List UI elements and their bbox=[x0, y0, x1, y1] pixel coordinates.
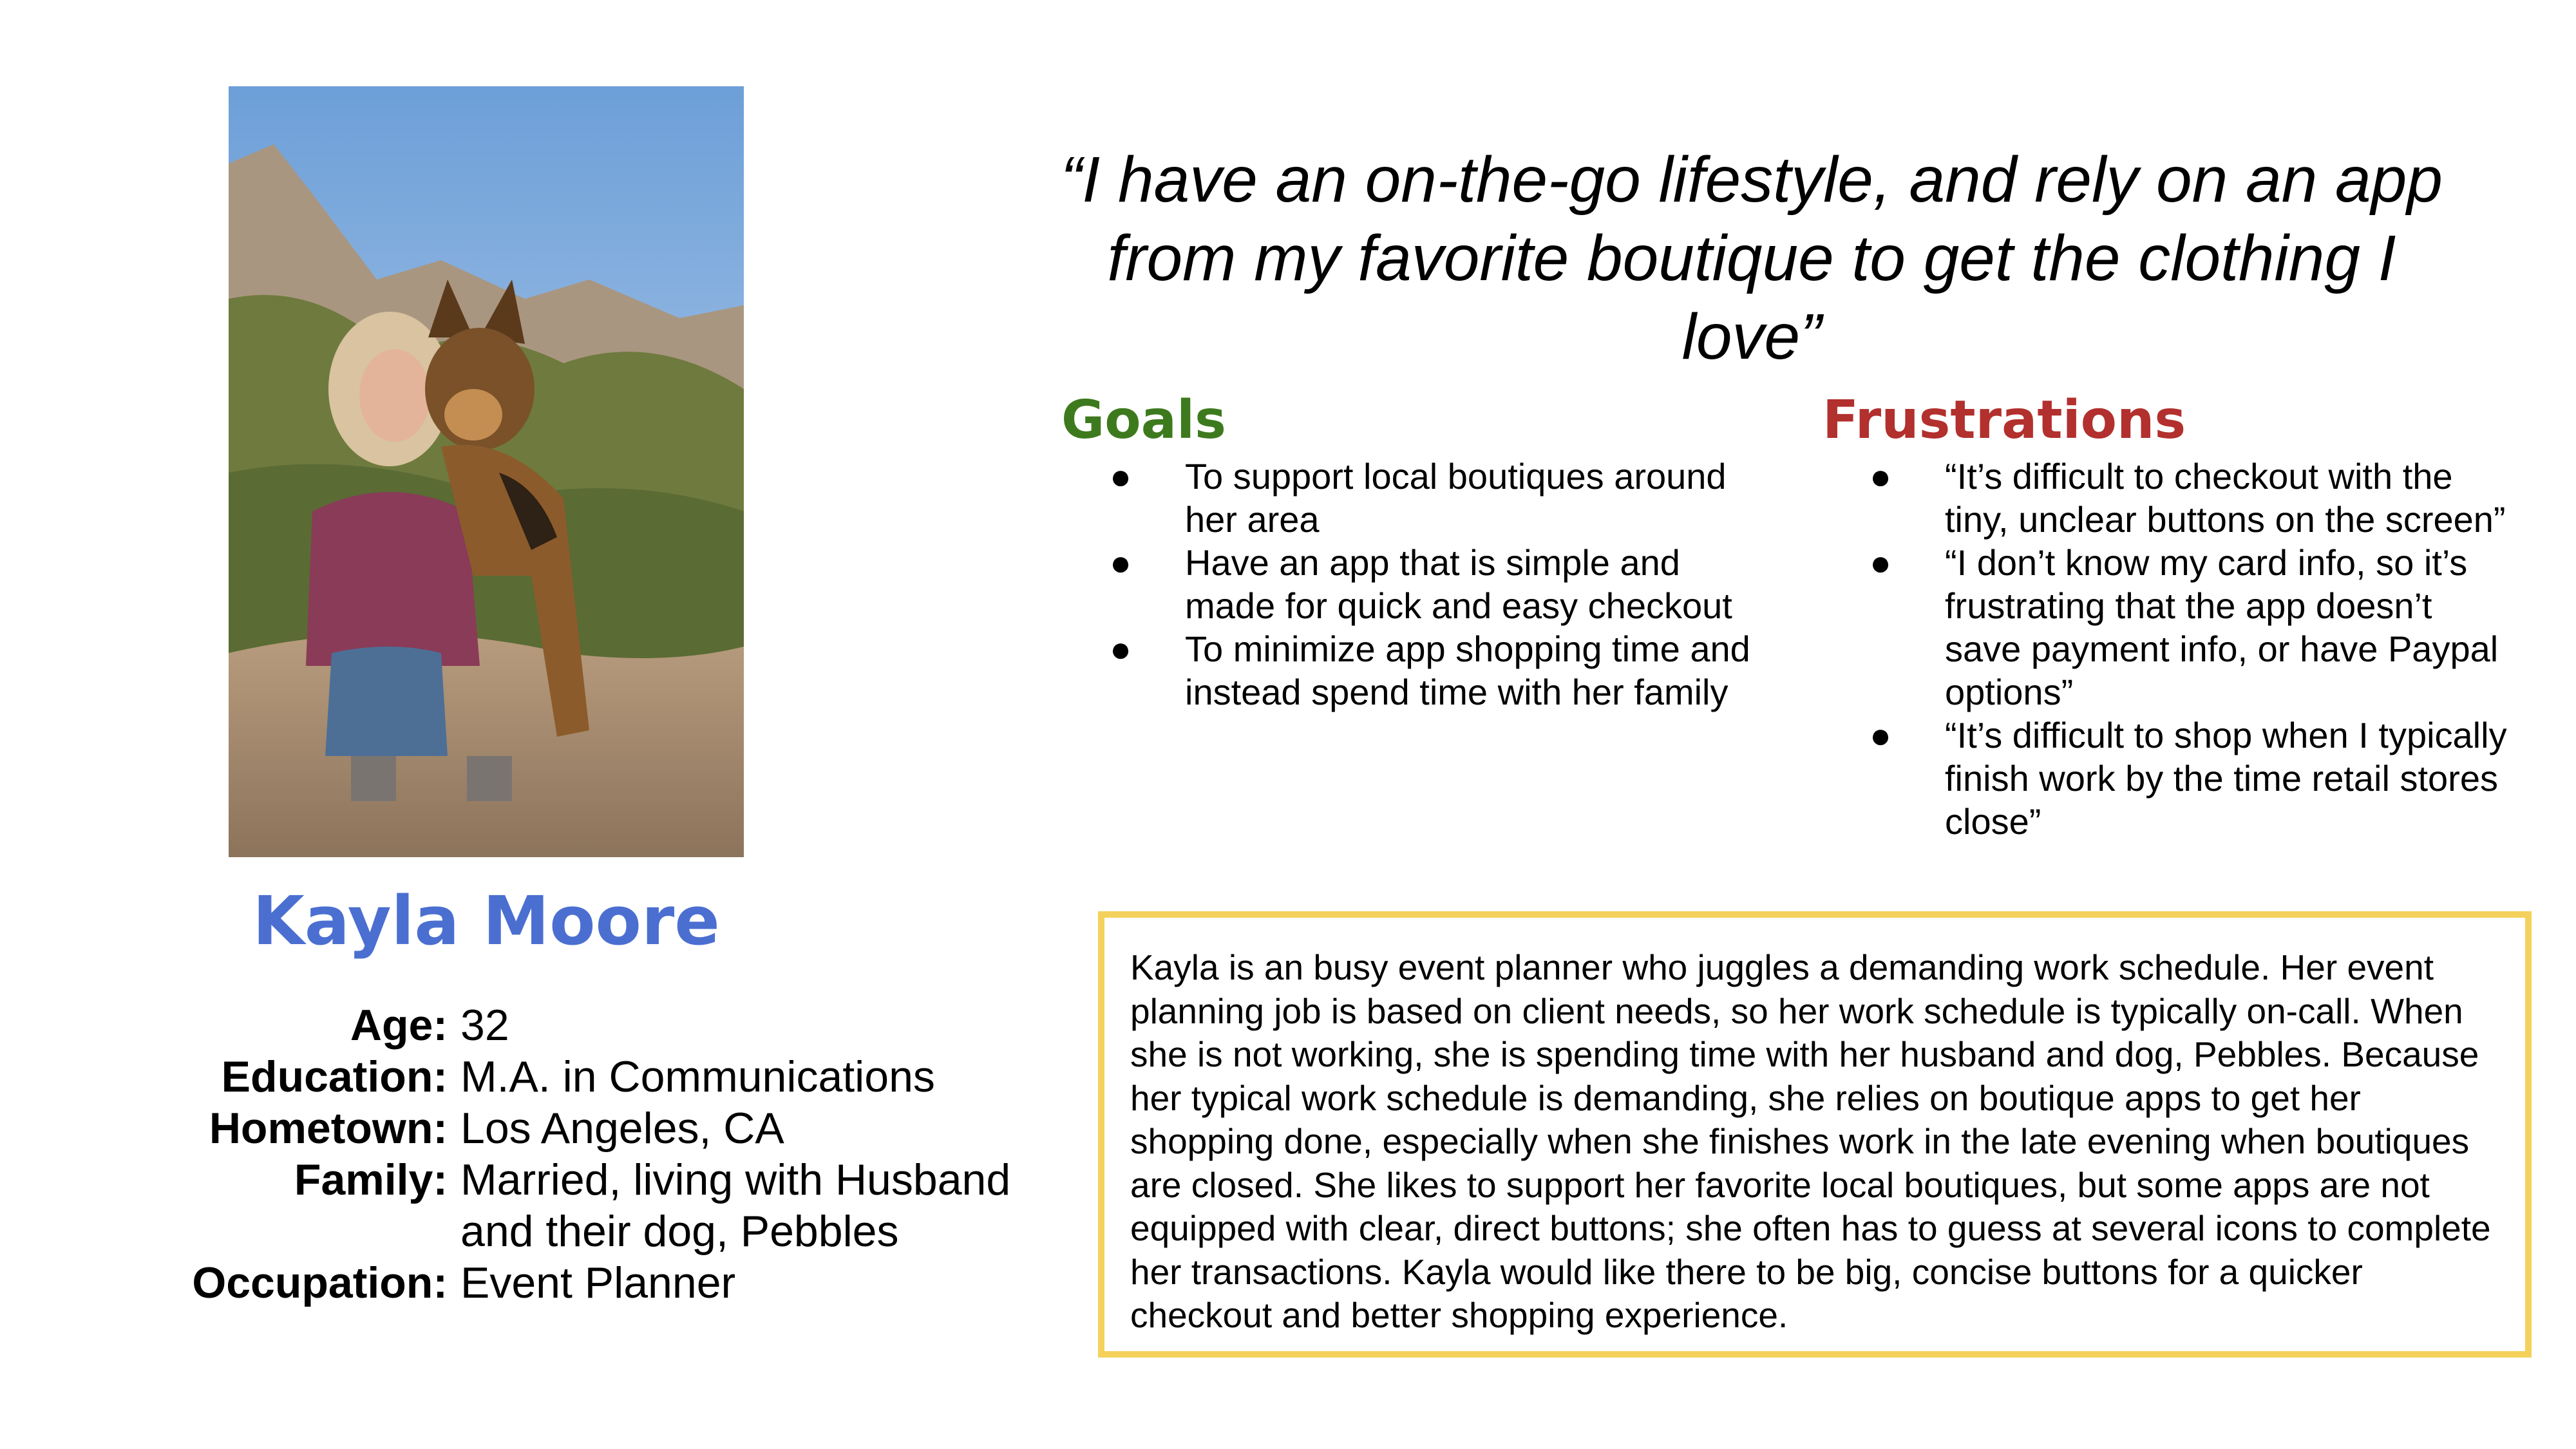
list-item bbox=[1101, 541, 1752, 627]
frustrations-heading: Frustrations bbox=[1823, 390, 2186, 451]
bullet-icon: ● bbox=[1110, 456, 1132, 497]
fact-value: Los Angeles, CA bbox=[460, 1104, 784, 1153]
persona-quote: “I have an on-the-go lifestyle, and rely on an app from my favorite boutique to get the clothing I love” bbox=[1061, 144, 2443, 373]
fact-row-education bbox=[161, 1051, 1063, 1103]
fact-row-age bbox=[161, 999, 1063, 1051]
bio-text: Kayla is an busy event planner who juggles a demanding work schedule. Her event planning job is based on client needs, so her work schedule is typically on-call. When she is not working, she is spending time with her husband and dog, Pebbles. Because her typical work schedule is demanding, she relies on boutique apps to get her shopping done, especially when she finishes work in the late evening when boutiques are closed. She likes to support her favorite local boutiques, but some apps are not equipped with clear, direct buttons; she often has to guess at several icons to complete her transactions. Kayla would like there to be big, concise buttons for a quicker checkout and better shopping experience. bbox=[1130, 947, 2491, 1335]
persona-name: Kayla Moore bbox=[252, 882, 720, 960]
goal-text: To support local boutiques around her area bbox=[1185, 456, 1727, 540]
fact-row-family bbox=[161, 1154, 1063, 1257]
fact-label: Hometown: bbox=[209, 1104, 448, 1153]
list-item bbox=[1101, 627, 1752, 714]
goals-list bbox=[1101, 455, 1752, 714]
fact-label: Family: bbox=[294, 1155, 448, 1204]
list-item bbox=[1861, 541, 2512, 714]
persona-bio bbox=[1098, 911, 2532, 1358]
fact-value: Married, living with Husband and their dog, Pebbles bbox=[460, 1155, 1011, 1256]
fact-value: M.A. in Communications bbox=[460, 1052, 935, 1101]
fact-row-occupation bbox=[161, 1257, 1063, 1309]
fact-row-hometown bbox=[161, 1103, 1063, 1154]
persona-photo-image bbox=[229, 86, 744, 857]
frustration-text: “It’s difficult to shop when I typically finish work by the time retail stores close” bbox=[1945, 715, 2507, 842]
fact-value: 32 bbox=[460, 1001, 509, 1050]
frustration-text: “It’s difficult to checkout with the tiny, unclear buttons on the screen” bbox=[1945, 456, 2506, 540]
fact-label: Occupation: bbox=[192, 1258, 448, 1307]
list-item bbox=[1101, 455, 1752, 541]
bullet-icon: ● bbox=[1110, 629, 1132, 669]
bullet-icon: ● bbox=[1110, 542, 1132, 583]
list-item bbox=[1861, 714, 2512, 843]
bullet-icon: ● bbox=[1870, 715, 1891, 755]
fact-label: Age: bbox=[350, 1001, 448, 1050]
list-item bbox=[1861, 455, 2512, 541]
frustration-text: “I don’t know my card info, so it’s frustrating that the app doesn’t save payment info, or have Paypal options” bbox=[1945, 542, 2499, 712]
persona-photo bbox=[229, 86, 744, 857]
bullet-icon: ● bbox=[1870, 542, 1891, 583]
fact-label: Education: bbox=[221, 1052, 448, 1101]
bullet-icon: ● bbox=[1870, 456, 1891, 497]
goals-heading: Goals bbox=[1061, 390, 1226, 451]
fact-value: Event Planner bbox=[460, 1258, 736, 1307]
goal-text: To minimize app shopping time and instead spend time with her family bbox=[1185, 629, 1750, 712]
goal-text: Have an app that is simple and made for quick and easy checkout bbox=[1185, 542, 1732, 626]
persona-facts bbox=[161, 999, 1063, 1309]
frustrations-list bbox=[1861, 455, 2512, 843]
